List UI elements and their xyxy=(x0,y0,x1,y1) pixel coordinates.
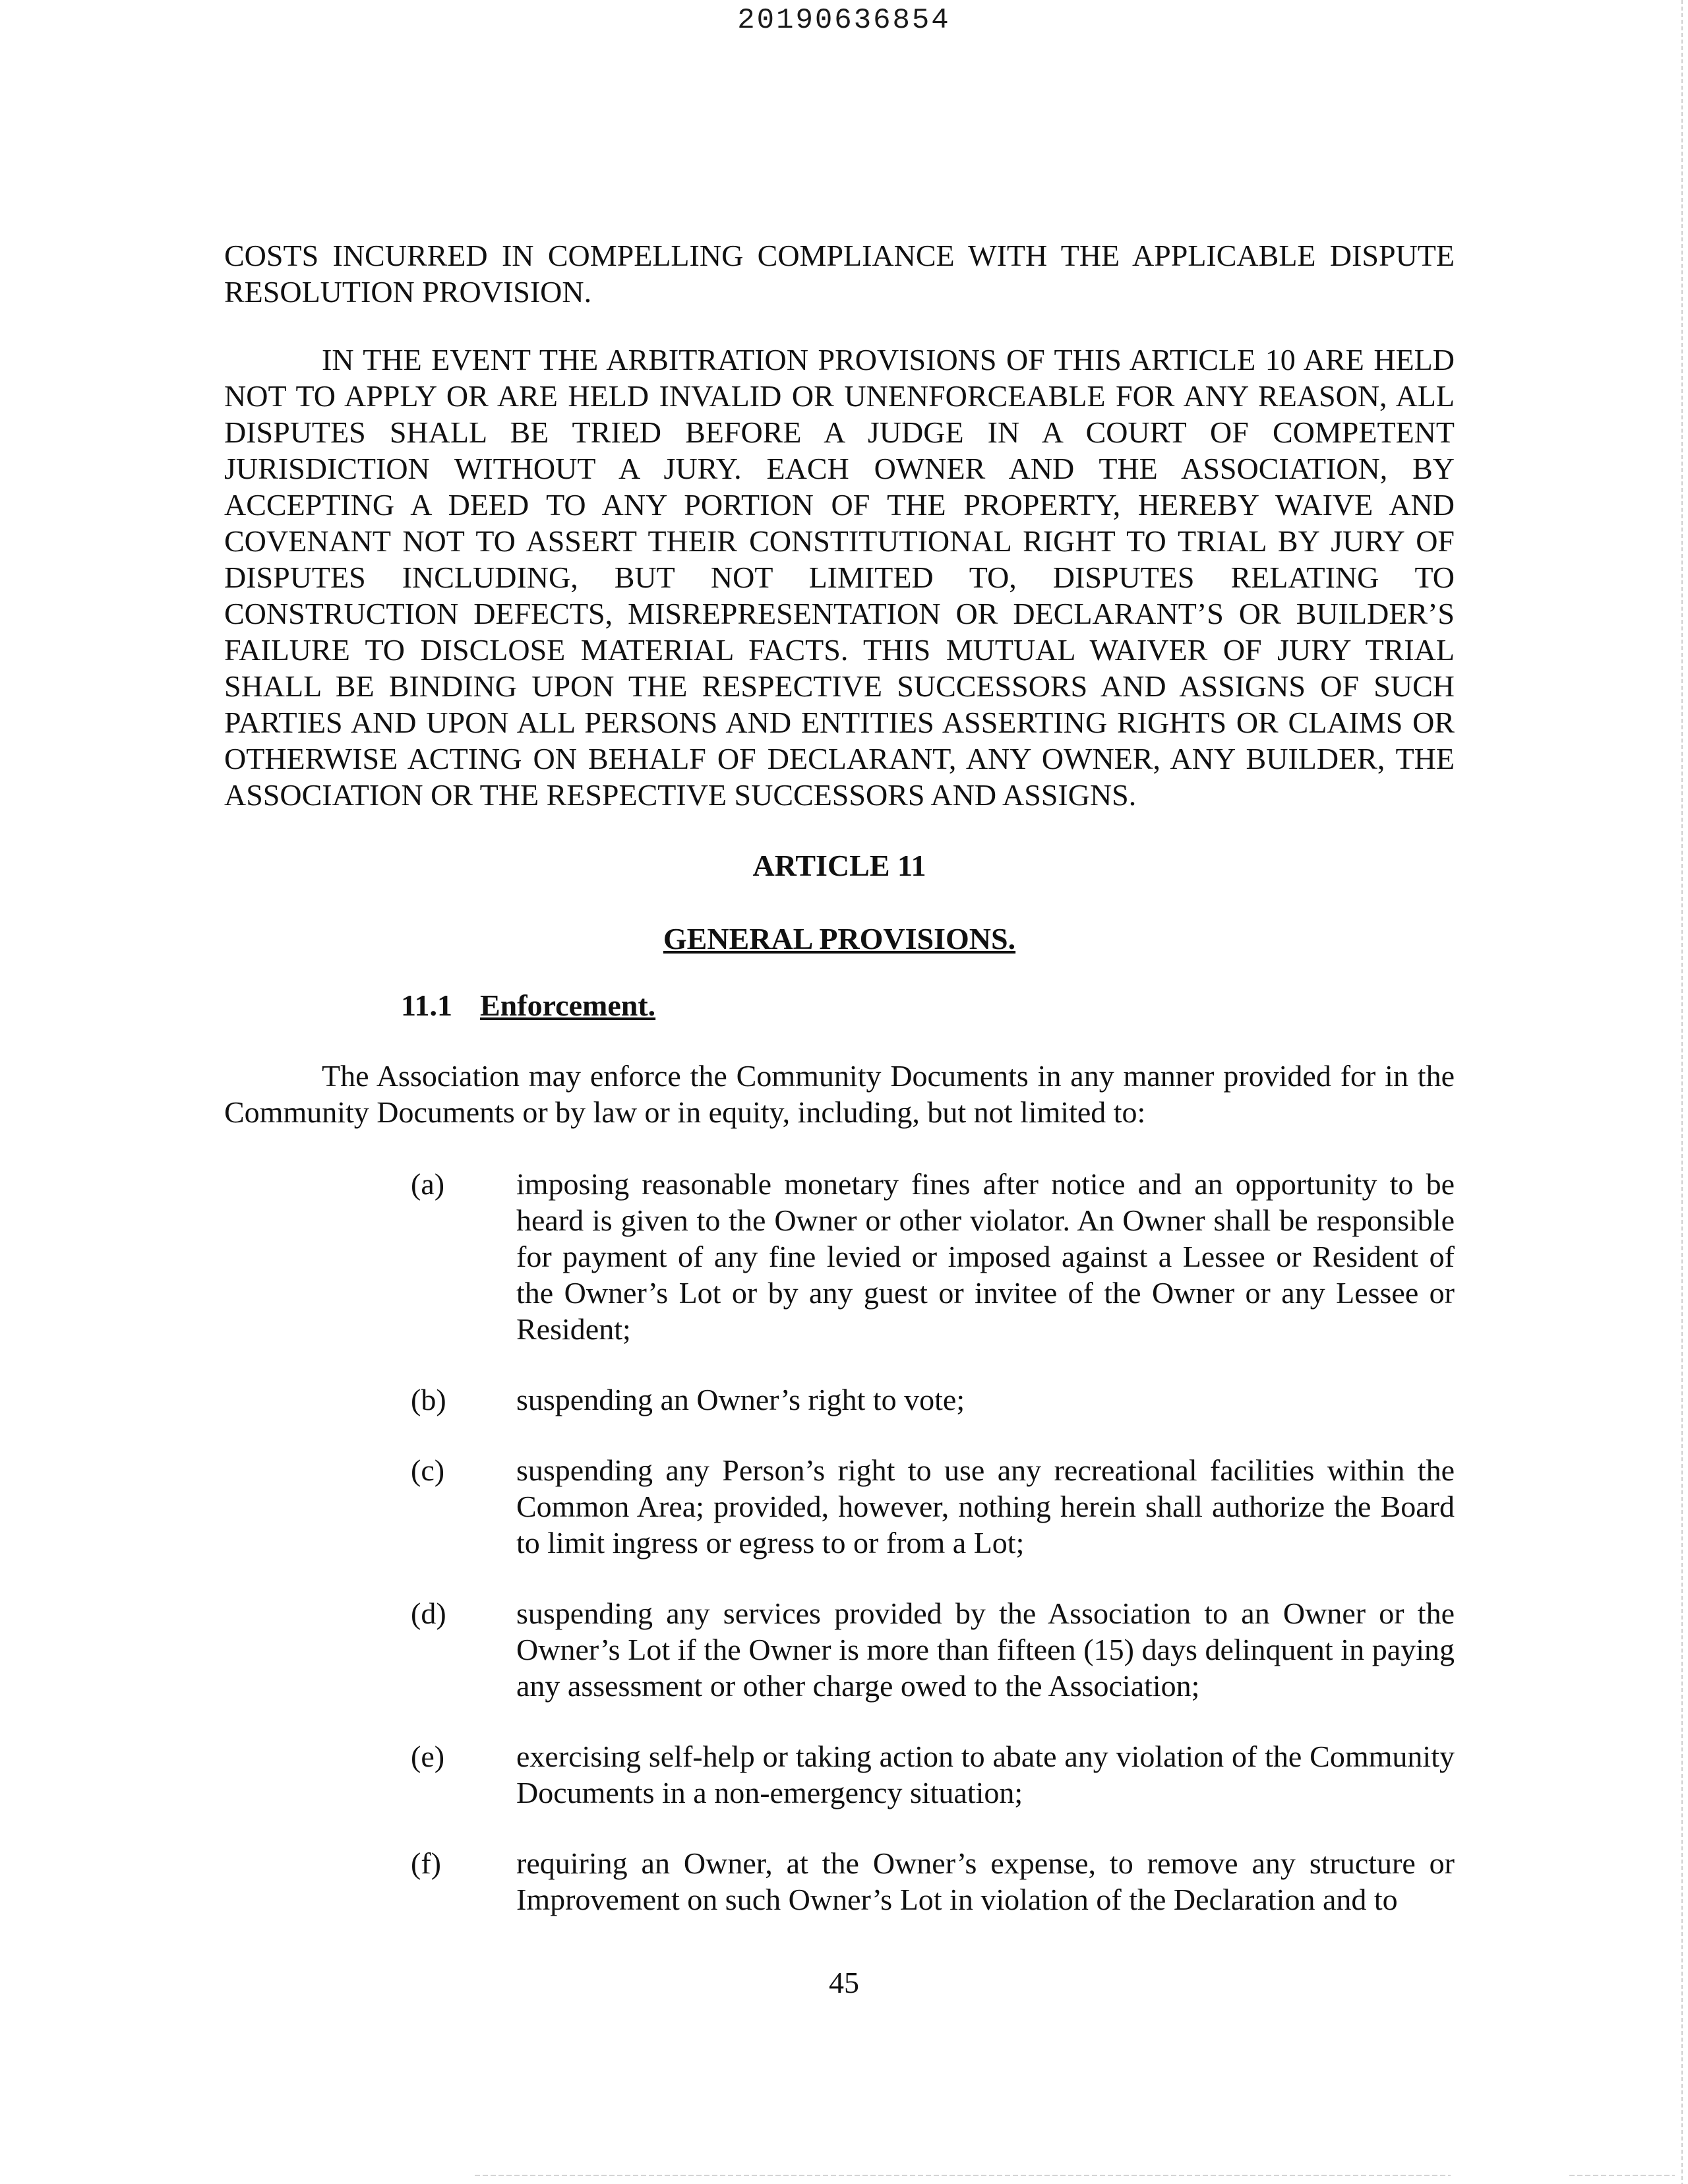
list-item-text: suspending any Person’s right to use any recreational facilities within the Common Area; provided, however, nothing herein shall authorize the Board to limit ingress or egress to or from a Lot; xyxy=(516,1453,1455,1560)
article-heading: ARTICLE 11 xyxy=(752,849,926,882)
page-content xyxy=(224,237,1455,1952)
jury-waiver-paragraph: IN THE EVENT THE ARBITRATION PROVISIONS OF THIS ARTICLE 10 ARE HELD NOT TO APPLY OR ARE HELD INVALID OR UNENFORCEABLE FOR ANY REASON, ALL DISPUTES SHALL BE TRIED BEFORE A JUDGE IN A COURT OF COMPETENT JURISDICTION WITHOUT A JURY. EACH OWNER AND THE ASSOCIATION, BY ACCEPTING A DEED TO ANY PORTION OF THE PROPERTY, HEREBY WAIVE AND COVENANT NOT TO ASSERT THEIR CONSTITUTIONAL RIGHT TO TRIAL BY JURY OF DISPUTES INCLUDING, BUT NOT LIMITED TO, DISPUTES RELATING TO CONSTRUCTION DEFECTS, MISREPRESENTATION OR DECLARANT’S OR BUILDER’S FAILURE TO DISCLOSE MATERIAL FACTS. THIS MUTUAL WAIVER OF JURY TRIAL SHALL BE BINDING UPON THE RESPECTIVE SUCCESSORS AND ASSIGNS OF SUCH PARTIES AND UPON ALL PERSONS AND ENTITIES ASSERTING RIGHTS OR CLAIMS OR OTHERWISE ACTING ON BEHALF OF DECLARANT, ANY OWNER, ANY BUILDER, THE ASSOCIATION OR THE RESPECTIVE SUCCESSORS AND ASSIGNS. xyxy=(224,343,1455,812)
list-item-marker: (a) xyxy=(411,1167,445,1201)
list-item-text: imposing reasonable monetary fines after notice and an opportunity to be heard is given to the Owner or other violator. An Owner shall be responsible for payment of any fine levied or imposed against a Lessee or Resident of the Owner’s Lot or by any guest or invitee of the Owner or any Lessee or Resident; xyxy=(516,1167,1455,1346)
list-item-marker: (b) xyxy=(411,1383,446,1416)
list-item xyxy=(224,1452,1455,1561)
article-title: GENERAL PROVISIONS. xyxy=(663,922,1016,956)
section-number: 11.1 xyxy=(401,988,452,1022)
list-item-text: suspending an Owner’s right to vote; xyxy=(516,1383,965,1416)
scan-edge-bottom-right xyxy=(1569,2175,1675,2176)
intro-paragraph: The Association may enforce the Community Documents in any manner provided for in the Community Documents or by law or in equity, including, but not limited to: xyxy=(224,1059,1455,1129)
list-item xyxy=(224,1381,1455,1418)
list-item-text: exercising self-help or taking action to abate any violation of the Community Documents in a non-emergency situation; xyxy=(516,1740,1455,1809)
scan-edge-bottom xyxy=(475,2175,1451,2176)
list-item xyxy=(224,1166,1455,1347)
scan-edge-right xyxy=(1681,0,1683,2184)
section-title: Enforcement. xyxy=(480,988,656,1022)
list-item xyxy=(224,1845,1455,1918)
list-item-marker: (d) xyxy=(411,1596,446,1630)
list-item xyxy=(224,1595,1455,1704)
document-number: 20190636854 xyxy=(737,4,951,37)
list-item-marker: (f) xyxy=(411,1846,441,1880)
list-item-marker: (e) xyxy=(411,1740,445,1773)
list-item xyxy=(224,1738,1455,1811)
section-heading xyxy=(224,987,1455,1023)
list-item-marker: (c) xyxy=(411,1453,445,1487)
list-item-text: suspending any services provided by the Association to an Owner or the Owner’s Lot if the Owner is more than fifteen (15) days delinquent in paying any assessment or other charge owed to the Association; xyxy=(516,1596,1455,1703)
list-item-text: requiring an Owner, at the Owner’s expense, to remove any structure or Improvement on such Owner’s Lot in violation of the Declaration and to xyxy=(516,1846,1455,1916)
continuation-paragraph: COSTS INCURRED IN COMPELLING COMPLIANCE WITH THE APPLICABLE DISPUTE RESOLUTION PROVISION. xyxy=(224,239,1455,309)
page-number: 45 xyxy=(829,1966,859,1999)
enforcement-remedies-list xyxy=(224,1166,1455,1918)
